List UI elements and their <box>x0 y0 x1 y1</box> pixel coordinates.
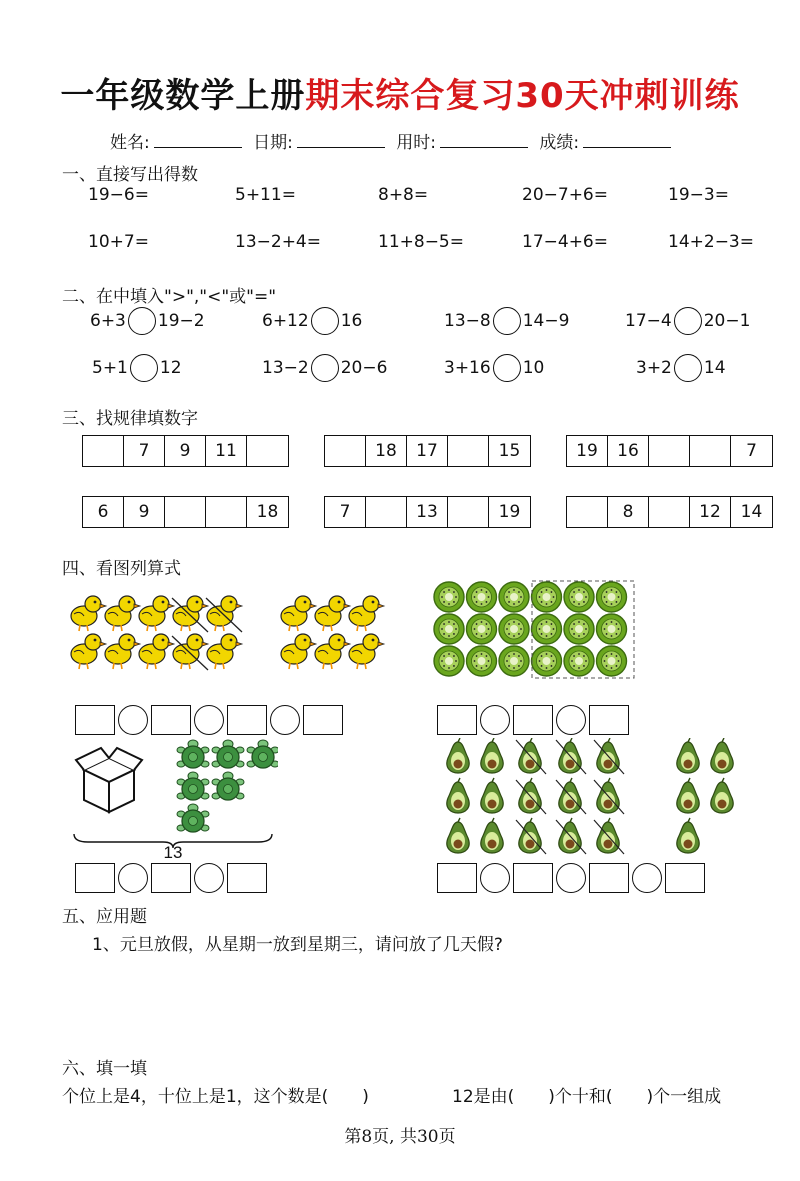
chick-icon <box>105 634 140 669</box>
operator-circle[interactable] <box>480 863 510 893</box>
chick-icon <box>206 596 242 632</box>
chick-icon <box>207 634 242 669</box>
compare-right: 10 <box>522 358 545 378</box>
kiwi-icon <box>564 582 594 612</box>
compare-left: 17−4 <box>625 311 672 331</box>
arithmetic-item: 17−4+6= <box>522 232 608 252</box>
chick-icon <box>315 596 350 631</box>
box-icon <box>76 748 142 812</box>
avocado-icon <box>516 738 546 774</box>
page-number: 第8页, 共30页 <box>344 1127 456 1147</box>
section-5-heading: 五、应用题 <box>62 907 147 927</box>
kiwi-icon <box>532 614 562 644</box>
compare-left: 6+3 <box>90 311 126 331</box>
answer-row-kiwi <box>437 705 629 735</box>
sequence-cell: 14 <box>740 502 763 522</box>
sequence-strip <box>566 435 773 467</box>
arithmetic-item: 19−3= <box>668 185 729 205</box>
name-blank[interactable] <box>154 133 242 148</box>
compare-left: 5+1 <box>92 358 128 378</box>
sequence-blank-cell[interactable] <box>165 497 206 527</box>
kiwi-icon <box>434 582 464 612</box>
answer-box[interactable] <box>513 863 553 893</box>
operator-circle[interactable] <box>480 705 510 735</box>
avocado-icon <box>594 818 624 854</box>
sequence-cell: 9 <box>165 436 206 466</box>
kiwi-icon <box>532 646 562 676</box>
answer-box[interactable] <box>513 705 553 735</box>
sequence-cell: 7 <box>124 436 165 466</box>
operator-circle[interactable] <box>270 705 300 735</box>
sequence-cell: 7 <box>325 497 366 527</box>
avocado-icon <box>677 738 699 773</box>
avocado-icon <box>447 738 469 773</box>
name-field[interactable] <box>110 128 242 153</box>
avocado-icon <box>556 738 586 774</box>
compare-circle[interactable] <box>493 354 521 382</box>
sequence-blank-cell[interactable] <box>567 497 608 527</box>
page-title <box>0 68 800 117</box>
answer-row-avocado <box>437 863 705 893</box>
sequence-blank-cell[interactable] <box>649 497 690 527</box>
operator-circle[interactable] <box>556 705 586 735</box>
chick-icon <box>139 634 174 669</box>
date-field[interactable] <box>253 128 385 153</box>
avocado-icon <box>711 778 733 813</box>
avocado-icon <box>447 778 469 813</box>
compare-circle[interactable] <box>311 354 339 382</box>
kiwi-icon <box>499 646 529 676</box>
sequence-cell: 16 <box>608 436 649 466</box>
chick-icon <box>315 634 350 669</box>
compare-circle[interactable] <box>130 354 158 382</box>
avocado-icon <box>594 778 624 814</box>
sequence-strip <box>82 435 289 467</box>
arithmetic-item: 20−7+6= <box>522 185 608 205</box>
compare-left: 6+12 <box>262 311 309 331</box>
kiwi-icon <box>564 614 594 644</box>
operator-circle[interactable] <box>194 863 224 893</box>
avocado-icon <box>677 818 699 853</box>
avocado-icon <box>516 818 546 854</box>
compare-item <box>625 307 750 335</box>
avocado-icon <box>677 778 699 813</box>
answer-box[interactable] <box>437 705 477 735</box>
turtle-icon <box>212 772 244 800</box>
sequence-cell: 9 <box>124 497 165 527</box>
kiwi-icon <box>467 582 497 612</box>
compare-left: 13−2 <box>262 358 309 378</box>
kiwi-icon <box>597 646 627 676</box>
compare-right: 14 <box>703 358 726 378</box>
date-label: 日期: <box>253 133 293 153</box>
sequence-cell: 17 <box>407 436 448 466</box>
compare-item <box>636 354 726 382</box>
sequence-cell: 15 <box>498 441 521 461</box>
kiwi-icon <box>532 582 562 612</box>
compare-item <box>92 354 182 382</box>
answer-box[interactable] <box>227 863 267 893</box>
compare-item <box>262 307 362 335</box>
sequence-blank-cell[interactable] <box>649 436 690 466</box>
compare-item <box>444 307 569 335</box>
avocado-picture <box>440 738 740 858</box>
sequence-strip <box>324 496 531 528</box>
brace-icon <box>74 834 272 848</box>
turtle-icon <box>177 740 209 768</box>
time-blank[interactable] <box>440 133 528 148</box>
compare-circle[interactable] <box>493 307 521 335</box>
operator-circle[interactable] <box>632 863 662 893</box>
arithmetic-item: 5+11= <box>235 185 296 205</box>
chick-icon <box>349 634 384 669</box>
section-2-heading: 二、在中填入">","<"或"=" <box>62 287 277 307</box>
arithmetic-item: 11+8−5= <box>378 232 464 252</box>
sequence-cell: 13 <box>407 497 448 527</box>
avocado-icon <box>556 778 586 814</box>
compare-item <box>262 354 387 382</box>
name-label: 姓名: <box>110 133 150 153</box>
compare-right: 12 <box>159 358 182 378</box>
score-blank[interactable] <box>583 133 671 148</box>
sequence-blank-cell[interactable] <box>366 497 407 527</box>
kiwi-icon <box>597 614 627 644</box>
kiwi-icon <box>467 614 497 644</box>
kiwi-icon <box>597 582 627 612</box>
compare-circle[interactable] <box>674 307 702 335</box>
avocado-icon <box>711 738 733 773</box>
sequence-cell: 19 <box>567 436 608 466</box>
title-part2: 期末综合复习30天冲刺训练 <box>305 76 740 116</box>
chick-icon <box>71 634 106 669</box>
date-blank[interactable] <box>297 133 385 148</box>
turtle-icon <box>177 772 209 800</box>
compare-left: 3+2 <box>636 358 672 378</box>
chick-icon <box>71 596 106 631</box>
compare-right: 14−9 <box>522 311 570 331</box>
sequence-cell: 12 <box>690 497 731 527</box>
avocado-icon <box>447 818 469 853</box>
chick-icon <box>349 596 384 631</box>
kiwi-picture <box>432 580 637 680</box>
sequence-blank-cell[interactable] <box>247 436 288 466</box>
compare-circle[interactable] <box>128 307 156 335</box>
score-label: 成绩: <box>539 133 580 153</box>
chick-icon <box>172 596 208 632</box>
chick-icon <box>105 596 140 631</box>
compare-left: 13−8 <box>444 311 491 331</box>
chick-icon <box>172 634 208 670</box>
kiwi-icon <box>434 646 464 676</box>
avocado-icon <box>481 818 503 853</box>
arithmetic-item: 14+2−3= <box>668 232 754 252</box>
compare-right: 20−6 <box>340 358 388 378</box>
time-field[interactable] <box>396 128 528 153</box>
avocado-icon <box>516 778 546 814</box>
chick-icon <box>281 634 316 669</box>
arithmetic-item: 13−2+4= <box>235 232 321 252</box>
operator-circle[interactable] <box>118 705 148 735</box>
sequence-blank-cell[interactable] <box>206 497 247 527</box>
word-problem-1: 1、元旦放假，从星期一放到星期三，请问放了几天假? <box>92 935 503 955</box>
sequence-blank-cell[interactable] <box>448 497 489 527</box>
fill-question-2: 12是由( )个十和( )个一组成 <box>452 1087 722 1107</box>
answer-box[interactable] <box>665 863 705 893</box>
kiwi-icon <box>564 646 594 676</box>
answer-box[interactable] <box>151 863 191 893</box>
time-label: 用时: <box>396 133 437 153</box>
answer-row-chicks <box>75 705 343 735</box>
sequence-blank-cell[interactable] <box>325 436 366 466</box>
compare-circle[interactable] <box>674 354 702 382</box>
sequence-blank-cell[interactable] <box>448 436 489 466</box>
compare-item <box>444 354 544 382</box>
answer-box[interactable] <box>151 705 191 735</box>
turtle-icon <box>212 740 244 768</box>
answer-box[interactable] <box>303 705 343 735</box>
sequence-cell: 11 <box>206 436 247 466</box>
compare-left: 3+16 <box>444 358 491 378</box>
sequence-cell: 8 <box>608 497 649 527</box>
sequence-strip <box>82 496 289 528</box>
operator-circle[interactable] <box>194 705 224 735</box>
operator-circle[interactable] <box>118 863 148 893</box>
compare-right: 19−2 <box>157 311 205 331</box>
answer-box[interactable] <box>437 863 477 893</box>
operator-circle[interactable] <box>556 863 586 893</box>
section-6-heading: 六、填一填 <box>62 1059 147 1079</box>
kiwi-icon <box>434 614 464 644</box>
answer-row-turtles <box>75 863 267 893</box>
answer-box[interactable] <box>227 705 267 735</box>
sequence-strip <box>566 496 773 528</box>
compare-right: 20−1 <box>703 311 751 331</box>
fill-question-1: 个位上是4，十位上是1，这个数是( ) <box>62 1087 369 1107</box>
compare-item <box>90 307 205 335</box>
avocado-icon <box>594 738 624 774</box>
brace-total-label: 13 <box>163 843 183 862</box>
info-line <box>110 128 677 153</box>
chicks-picture <box>68 594 398 674</box>
arithmetic-item: 8+8= <box>378 185 429 205</box>
sequence-cell: 7 <box>746 441 757 461</box>
turtle-icon <box>177 804 209 832</box>
turtle-icon <box>247 740 278 768</box>
sequence-cell: 6 <box>83 497 124 527</box>
sequence-cell: 18 <box>366 436 407 466</box>
section-3-heading: 三、找规律填数字 <box>62 409 198 429</box>
sequence-blank-cell[interactable] <box>83 436 124 466</box>
kiwi-icon <box>499 614 529 644</box>
answer-box[interactable] <box>589 863 629 893</box>
arithmetic-item: 19−6= <box>88 185 149 205</box>
answer-box[interactable] <box>589 705 629 735</box>
kiwi-icon <box>467 646 497 676</box>
section-1-heading: 一、直接写出得数 <box>62 165 198 185</box>
sequence-strip <box>324 435 531 467</box>
box-turtles-picture <box>68 738 278 866</box>
chick-icon <box>281 596 316 631</box>
chick-icon <box>139 596 174 631</box>
avocado-icon <box>556 818 586 854</box>
avocado-icon <box>481 738 503 773</box>
section-4-heading: 四、看图列算式 <box>62 559 181 579</box>
sequence-blank-cell[interactable] <box>690 436 731 466</box>
answer-box[interactable] <box>75 863 115 893</box>
compare-circle[interactable] <box>311 307 339 335</box>
title-part1: 一年级数学上册 <box>60 76 306 116</box>
compare-right: 16 <box>340 311 363 331</box>
sequence-cell: 18 <box>256 502 279 522</box>
sequence-cell: 19 <box>498 502 521 522</box>
avocado-icon <box>481 778 503 813</box>
answer-box[interactable] <box>75 705 115 735</box>
score-field[interactable] <box>539 128 671 153</box>
arithmetic-item: 10+7= <box>88 232 149 252</box>
kiwi-icon <box>499 582 529 612</box>
